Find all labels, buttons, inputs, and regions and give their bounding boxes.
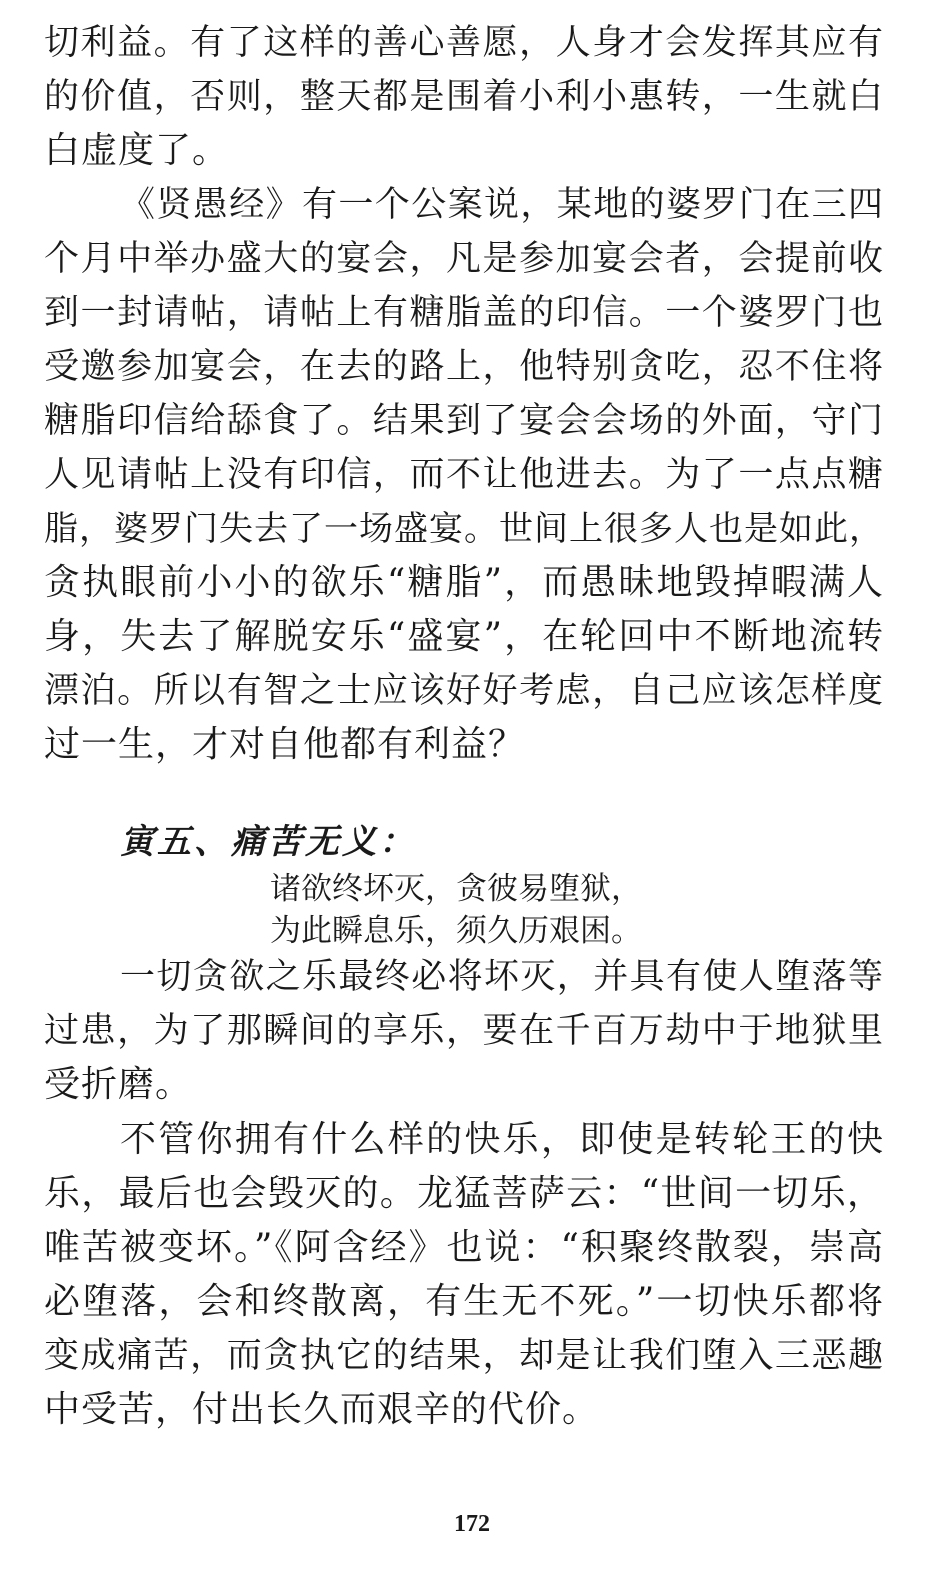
text-line: 不管你拥有什么样的快乐，即使是转轮王的快 (120, 1119, 884, 1160)
text-line: 的价值，否则，整天都是围着小利小惠转，一生就白 (44, 77, 884, 117)
text-line: 贪执眼前小小的欲乐“糖脂”，而愚昧地毁掉暇满人 (44, 562, 884, 603)
text-line: 变成痛苦，而贪执它的结果，却是让我们堕入三恶趣 (44, 1336, 884, 1376)
text-line: 人见请帖上没有印信，而不让他进去。为了一点点糖 (44, 455, 884, 495)
text-line: 身，失去了解脱安乐“盛宴”，在轮回中不断地流转 (44, 616, 884, 657)
text-line: 唯苦被变坏。”《阿含经》也说：“积聚终散裂，崇高 (44, 1227, 884, 1268)
text-line: 到一封请帖，请帖上有糖脂盖的印信。一个婆罗门也 (44, 293, 884, 333)
text-line: 受折磨。 (44, 1064, 193, 1105)
text-line: 个月中举办盛大的宴会，凡是参加宴会者，会提前收 (44, 239, 884, 279)
section-heading: 寅五、痛苦无义： (120, 822, 416, 862)
text-line: 过一生，才对自他都有利益？ (44, 724, 526, 765)
text-line: 过患，为了那瞬间的享乐，要在千百万劫中于地狱里 (44, 1011, 884, 1051)
verse-line: 诸欲终坏灭，贪彼易堕狱， (270, 871, 642, 907)
page-number: 172 (454, 1511, 490, 1537)
text-line: 一切贪欲之乐最终必将坏灭，并具有使人堕落等 (120, 957, 884, 997)
text-line: 受邀参加宴会，在去的路上，他特别贪吃，忍不住将 (44, 347, 884, 387)
text-line: 必堕落，会和终散离，有生无不死。”一切快乐都将 (44, 1281, 884, 1322)
text-line: 中受苦，付出长久而艰辛的代价。 (44, 1389, 600, 1430)
text-line: 漂泊。所以有智之士应该好好考虑，自己应该怎样度 (44, 671, 884, 711)
text-line: 脂，婆罗门失去了一场盛宴。世间上很多人也是如此， (44, 509, 884, 549)
text-line: 切利益。有了这样的善心善愿，人身才会发挥其应有 (44, 23, 884, 63)
text-line: 乐，最后也会毁灭的。龙猛菩萨云：“世间一切乐， (44, 1173, 884, 1214)
verse-line: 为此瞬息乐，须久历艰困。 (270, 913, 642, 949)
text-line: 白虚度了。 (44, 130, 230, 171)
text-line: 《贤愚经》有一个公案说，某地的婆罗门在三四 (120, 185, 884, 225)
text-line: 糖脂印信给舔食了。结果到了宴会会场的外面，守门 (44, 401, 884, 441)
